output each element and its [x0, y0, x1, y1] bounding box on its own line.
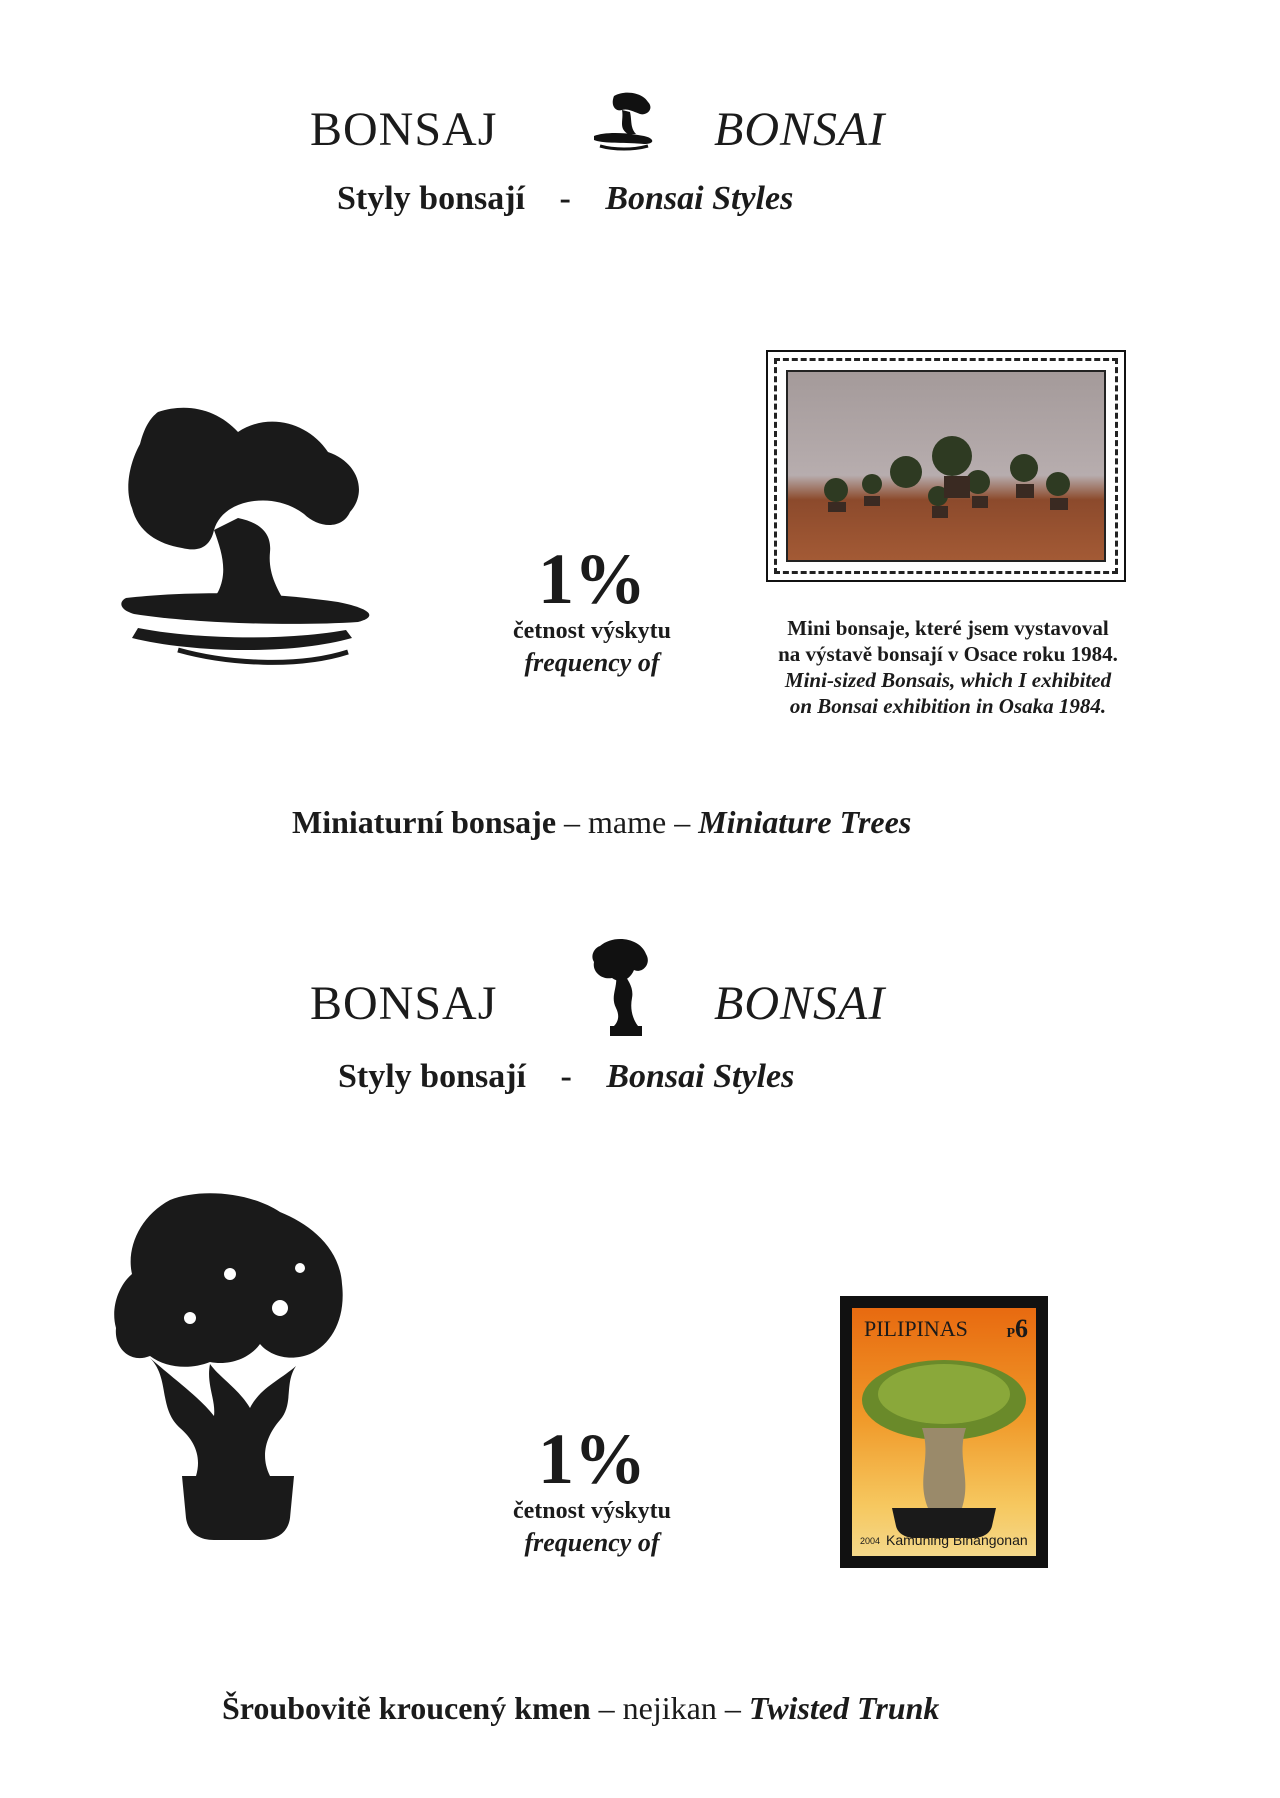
subtitle — [337, 180, 793, 218]
stamp-country: PILIPINAS — [864, 1316, 968, 1341]
title-en: BONSAI — [714, 977, 886, 1030]
style-name-cz: Šroubovitě kroucený kmen — [222, 1690, 591, 1726]
style-dash: – — [564, 804, 581, 840]
subtitle-cz: Styly bonsají — [337, 180, 525, 217]
style-dash: – — [674, 804, 691, 840]
style-name-line — [222, 1690, 939, 1727]
style-name-en: Miniature Trees — [698, 804, 912, 840]
stamp-caption-cz-line2: na výstavě bonsají v Osace roku 1984. — [778, 642, 1118, 666]
stamp-caption-en-line2: on Bonsai exhibition in Osaka 1984. — [789, 694, 1107, 718]
style-name-jp: mame — [588, 804, 667, 840]
subtitle-en: Bonsai Styles — [606, 1058, 795, 1095]
style-dash: – — [598, 1690, 615, 1726]
bonsai-collection-icon — [788, 372, 1108, 564]
stamp-currency: P — [1006, 1326, 1015, 1341]
subtitle-separator: - — [559, 180, 571, 217]
stamp-year: 2004 — [860, 1536, 881, 1546]
bonsai-tree-icon — [852, 1348, 1036, 1544]
stamp-caption-cz-line1: Mini bonsaje, které jsem vystavoval — [787, 616, 1109, 640]
subtitle — [338, 1058, 794, 1096]
title-en: BONSAI — [714, 103, 886, 156]
style-dash: – — [724, 1690, 741, 1726]
nejikan-bonsai-silhouette — [110, 1188, 350, 1560]
style-name-en: Twisted Trunk — [748, 1690, 940, 1726]
style-name-jp: nejikan — [622, 1690, 717, 1726]
subtitle-separator: - — [560, 1058, 572, 1095]
stamp-pilipinas — [840, 1296, 1048, 1568]
stamp-mini-bonsai-exhibition — [766, 350, 1126, 582]
title-cz: BONSAJ — [310, 977, 498, 1030]
style-name-cz: Miniaturní bonsaje — [292, 804, 557, 840]
subtitle-cz: Styly bonsají — [338, 1058, 526, 1095]
stamp-denomination: 6 — [1015, 1314, 1028, 1343]
frequency-label-en: frequency of — [524, 648, 660, 677]
frequency-percent: 1% — [538, 1419, 646, 1499]
frequency-percent: 1% — [538, 539, 646, 619]
frequency-label-cz: četnost výskytu — [512, 618, 671, 644]
frequency-label-cz: četnost výskytu — [512, 1498, 671, 1524]
subtitle-en: Bonsai Styles — [605, 180, 794, 217]
bonsai-logo-icon — [584, 88, 664, 168]
style-name-line — [292, 804, 911, 841]
section1-header — [0, 80, 1280, 180]
frequency-label-en: frequency of — [524, 1528, 660, 1557]
stamp-name: Kamuning Binangonan — [886, 1532, 1028, 1548]
stamp-photo — [786, 370, 1106, 562]
section2-header — [0, 954, 1280, 1054]
title-cz: BONSAJ — [310, 103, 498, 156]
stamp-photo — [852, 1308, 1036, 1556]
stamp-caption-en-line1: Mini-sized Bonsais, which I exhibited — [784, 668, 1112, 692]
bonsai-logo-icon — [580, 934, 660, 1040]
stamp-value — [1006, 1314, 1028, 1344]
mame-bonsai-silhouette — [118, 402, 396, 692]
